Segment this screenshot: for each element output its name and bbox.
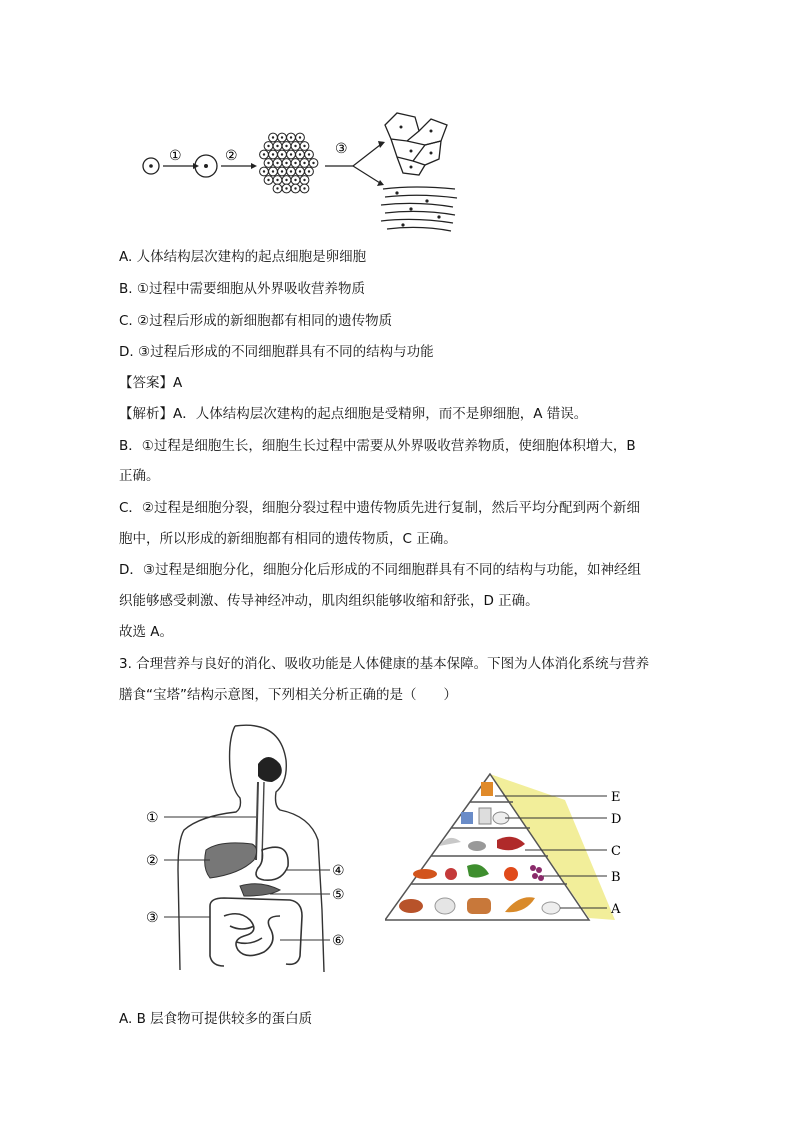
step1-label: ① [169, 148, 182, 164]
question-3-line-1: 3. 合理营养与良好的消化、吸收功能是人体健康的基本保障。下图为人体消化系统与营养 [119, 656, 650, 672]
label-4: ④ [332, 863, 345, 879]
option-c: C. ②过程后形成的新细胞都有相同的遗传物质 [119, 313, 393, 329]
label-3: ③ [146, 910, 159, 926]
label-2: ② [146, 853, 159, 869]
option-q3-a: A. B 层食物可提供较多的蛋白质 [119, 1011, 313, 1027]
oil-salt-icon [481, 782, 493, 796]
level-b: B [611, 870, 621, 885]
differentiated-cells-2 [381, 187, 457, 231]
digestive-system-figure [140, 720, 360, 980]
label-5: ⑤ [332, 887, 345, 903]
option-d: D. ③过程后形成的不同细胞群具有不同的结构与功能 [119, 344, 434, 360]
label-6: ⑥ [332, 933, 345, 949]
option-a: A. 人体结构层次建构的起点细胞是卵细胞 [119, 249, 367, 265]
intestines [210, 898, 302, 966]
level-d: D [611, 812, 622, 827]
analysis-line-5: 胞中，所以形成的新细胞都有相同的遗传物质，C 正确。 [119, 531, 457, 547]
analysis-line-6: D．③过程是细胞分化，细胞分化后形成的不同细胞群具有不同的结构与功能，如神经组 [119, 562, 641, 578]
label-1: ① [146, 810, 159, 826]
level-c: C [611, 844, 621, 859]
analysis-line-8: 故选 A。 [119, 624, 174, 640]
liver [205, 843, 257, 878]
cell-cluster [260, 133, 318, 193]
step3-label: ③ [335, 141, 348, 157]
analysis-line-3: 正确。 [119, 468, 160, 484]
analysis-line-4: C．②过程是细胞分裂，细胞分裂过程中遗传物质先进行复制，然后平均分配到两个新细 [119, 500, 641, 516]
analysis-line-7: 织能够感受刺激、传导神经冲动，肌肉组织能够收缩和舒张，D 正确。 [119, 593, 539, 609]
differentiated-cells-1 [385, 113, 447, 175]
stomach [256, 847, 288, 880]
level-a: A [611, 902, 621, 917]
option-b: B. ①过程中需要细胞从外界吸收营养物质 [119, 281, 365, 297]
food-pyramid-figure [385, 770, 635, 930]
step2-label: ② [225, 148, 238, 164]
level-e: E [611, 790, 621, 805]
question-3-line-2: 膳食“宝塔”结构示意图，下列相关分析正确的是（ ） [119, 687, 457, 703]
analysis-line-2: B．①过程是细胞生长，细胞生长过程中需要从外界吸收营养物质，使细胞体积增大，B [119, 438, 636, 454]
cell-development-figure [135, 105, 465, 245]
analysis-line-1: 【解析】A．人体结构层次建构的起点细胞是受精卵，而不是卵细胞，A 错误。 [119, 406, 588, 422]
answer: 【答案】A [119, 375, 183, 391]
